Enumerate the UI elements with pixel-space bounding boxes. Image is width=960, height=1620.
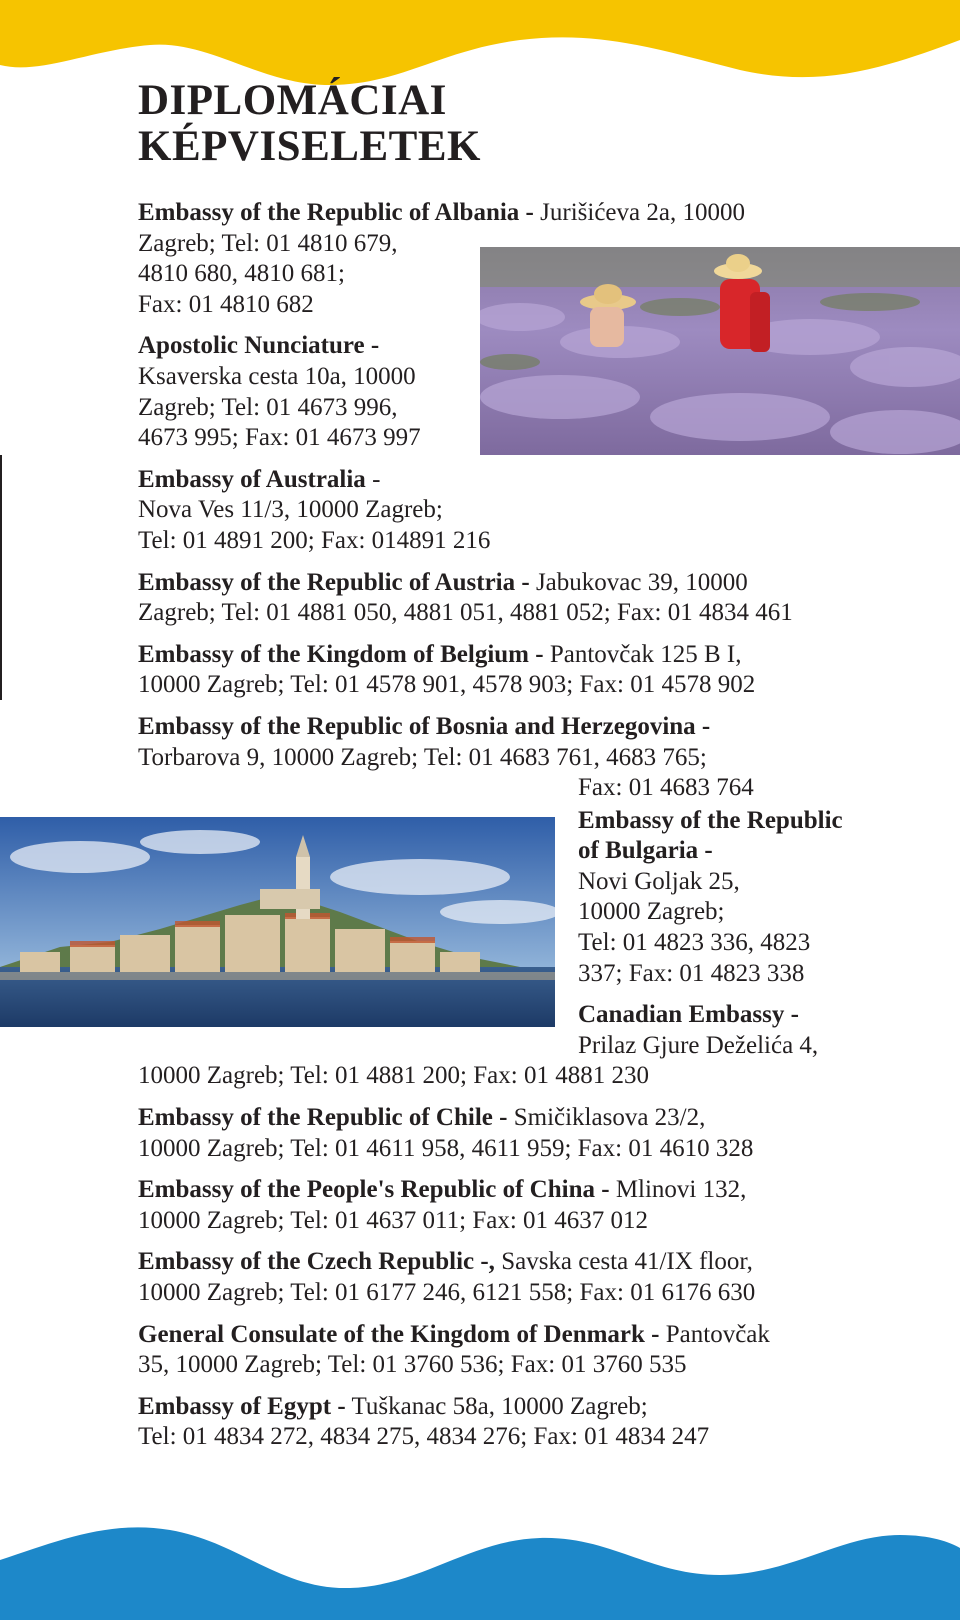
entry-bosnia-herzegovina bbox=[138, 712, 898, 804]
entry-egypt bbox=[138, 1392, 898, 1453]
entry-line: Tel: 01 4834 272, 4834 275, 4834 276; Fax: 01 4834 247 bbox=[138, 1423, 710, 1451]
entry-line: Savska cesta 41/IX floor, bbox=[494, 1248, 753, 1276]
entry-name: Canadian Embassy - bbox=[578, 1001, 799, 1029]
page-title bbox=[138, 78, 481, 170]
entry-denmark bbox=[138, 1320, 898, 1381]
entry-line: Smičiklasova 23/2, bbox=[507, 1104, 706, 1132]
entry-name: Apostolic Nunciature - bbox=[138, 332, 380, 360]
entry-separator: - bbox=[365, 465, 381, 493]
entry-line: Jurišićeva 2a, 10000 bbox=[533, 199, 745, 226]
entry-line: Tel: 01 4823 336, 4823 bbox=[578, 929, 811, 957]
entry-name: Embassy of Egypt - bbox=[138, 1392, 346, 1420]
entry-name: Embassy of the Republic of Albania - bbox=[138, 199, 534, 226]
entry-name: Embassy of the Kingdom of Belgium - bbox=[138, 640, 544, 668]
entry-line: Mlinovi 132, bbox=[609, 1176, 747, 1204]
entry-name: Embassy of the Republic of Austria - bbox=[138, 568, 530, 596]
entry-czech-republic bbox=[138, 1247, 898, 1308]
entry-line: Nova Ves 11/3, 10000 Zagreb; bbox=[138, 496, 443, 524]
entry-line: 10000 Zagreb; Tel: 01 4611 958, 4611 959; Fax: 01 4610 328 bbox=[138, 1134, 754, 1162]
entry-name: Embassy of the People's Republic of China - bbox=[138, 1176, 610, 1204]
entry-name: Embassy of the Czech Republic -, bbox=[138, 1248, 495, 1276]
entry-name: Embassy of Australia bbox=[138, 465, 366, 493]
entry-line: Fax: 01 4683 764 bbox=[578, 774, 754, 802]
entry-china bbox=[138, 1175, 898, 1236]
entry-line: Tel: 01 4891 200; Fax: 014891 216 bbox=[138, 526, 491, 554]
entry-line: Zagreb; Tel: 01 4881 050, 4881 051, 4881 052; Fax: 01 4834 461 bbox=[138, 599, 793, 627]
entry-line: 35, 10000 Zagreb; Tel: 01 3760 536; Fax: 01 3760 535 bbox=[138, 1351, 687, 1379]
entry-line: 10000 Zagreb; Tel: 01 4578 901, 4578 903; Fax: 01 4578 902 bbox=[138, 671, 756, 699]
entry-name: Embassy of the Republic of Chile - bbox=[138, 1104, 508, 1132]
entry-canada bbox=[138, 1000, 898, 1092]
entry-line: Zagreb; Tel: 01 4810 679, bbox=[138, 229, 398, 257]
entry-line: Pantovčak 125 B I, bbox=[543, 640, 742, 668]
entry-line: Fax: 01 4810 682 bbox=[138, 290, 314, 318]
title-line-2: KÉPVISELETEK bbox=[138, 123, 481, 170]
entry-name: General Consulate of the Kingdom of Denmark - bbox=[138, 1320, 660, 1348]
entry-line: 10000 Zagreb; bbox=[578, 898, 725, 926]
entry-line: Ksaverska cesta 10a, 10000 bbox=[138, 362, 416, 390]
entry-line: 10000 Zagreb; Tel: 01 4881 200; Fax: 01 4881 230 bbox=[138, 1062, 649, 1090]
entry-line: Tuškanac 58a, 10000 Zagreb; bbox=[345, 1392, 648, 1420]
entry-apostolic-nunciature bbox=[138, 331, 898, 453]
title-line-1: DIPLOMÁCIAI bbox=[138, 77, 447, 124]
entry-line: 10000 Zagreb; Tel: 01 6177 246, 6121 558; Fax: 01 6176 630 bbox=[138, 1279, 756, 1306]
entry-line: Novi Goljak 25, bbox=[578, 867, 740, 895]
entry-albania bbox=[138, 198, 898, 320]
entry-line: 4673 995; Fax: 01 4673 997 bbox=[138, 424, 421, 452]
entry-austria bbox=[138, 568, 898, 629]
entry-name: Embassy of the Republic of Bosnia and Herzegovina - bbox=[138, 712, 711, 740]
entry-line: Jabukovac 39, 10000 bbox=[529, 568, 748, 596]
entry-australia bbox=[138, 465, 898, 557]
entry-line: Prilaz Gjure Deželića 4, bbox=[578, 1031, 819, 1059]
entry-name: Embassy of the Republic bbox=[578, 806, 843, 834]
entry-line: Pantovčak bbox=[659, 1320, 770, 1348]
entry-name: of Bulgaria - bbox=[578, 837, 713, 865]
entry-line: 4810 680, 4810 681; bbox=[138, 260, 345, 288]
entry-chile bbox=[138, 1103, 898, 1164]
left-margin-rule bbox=[0, 455, 2, 700]
entry-belgium bbox=[138, 640, 898, 701]
entry-line: 10000 Zagreb; Tel: 01 4637 011; Fax: 01 4637 012 bbox=[138, 1206, 649, 1234]
entry-bulgaria bbox=[138, 806, 898, 990]
entry-line: Zagreb; Tel: 01 4673 996, bbox=[138, 393, 398, 421]
entry-line: Torbarova 9, 10000 Zagreb; Tel: 01 4683 761, 4683 765; bbox=[138, 743, 707, 771]
bottom-wave-decoration bbox=[0, 1480, 960, 1620]
entry-line: 337; Fax: 01 4823 338 bbox=[578, 959, 805, 987]
embassy-list bbox=[138, 198, 898, 1464]
